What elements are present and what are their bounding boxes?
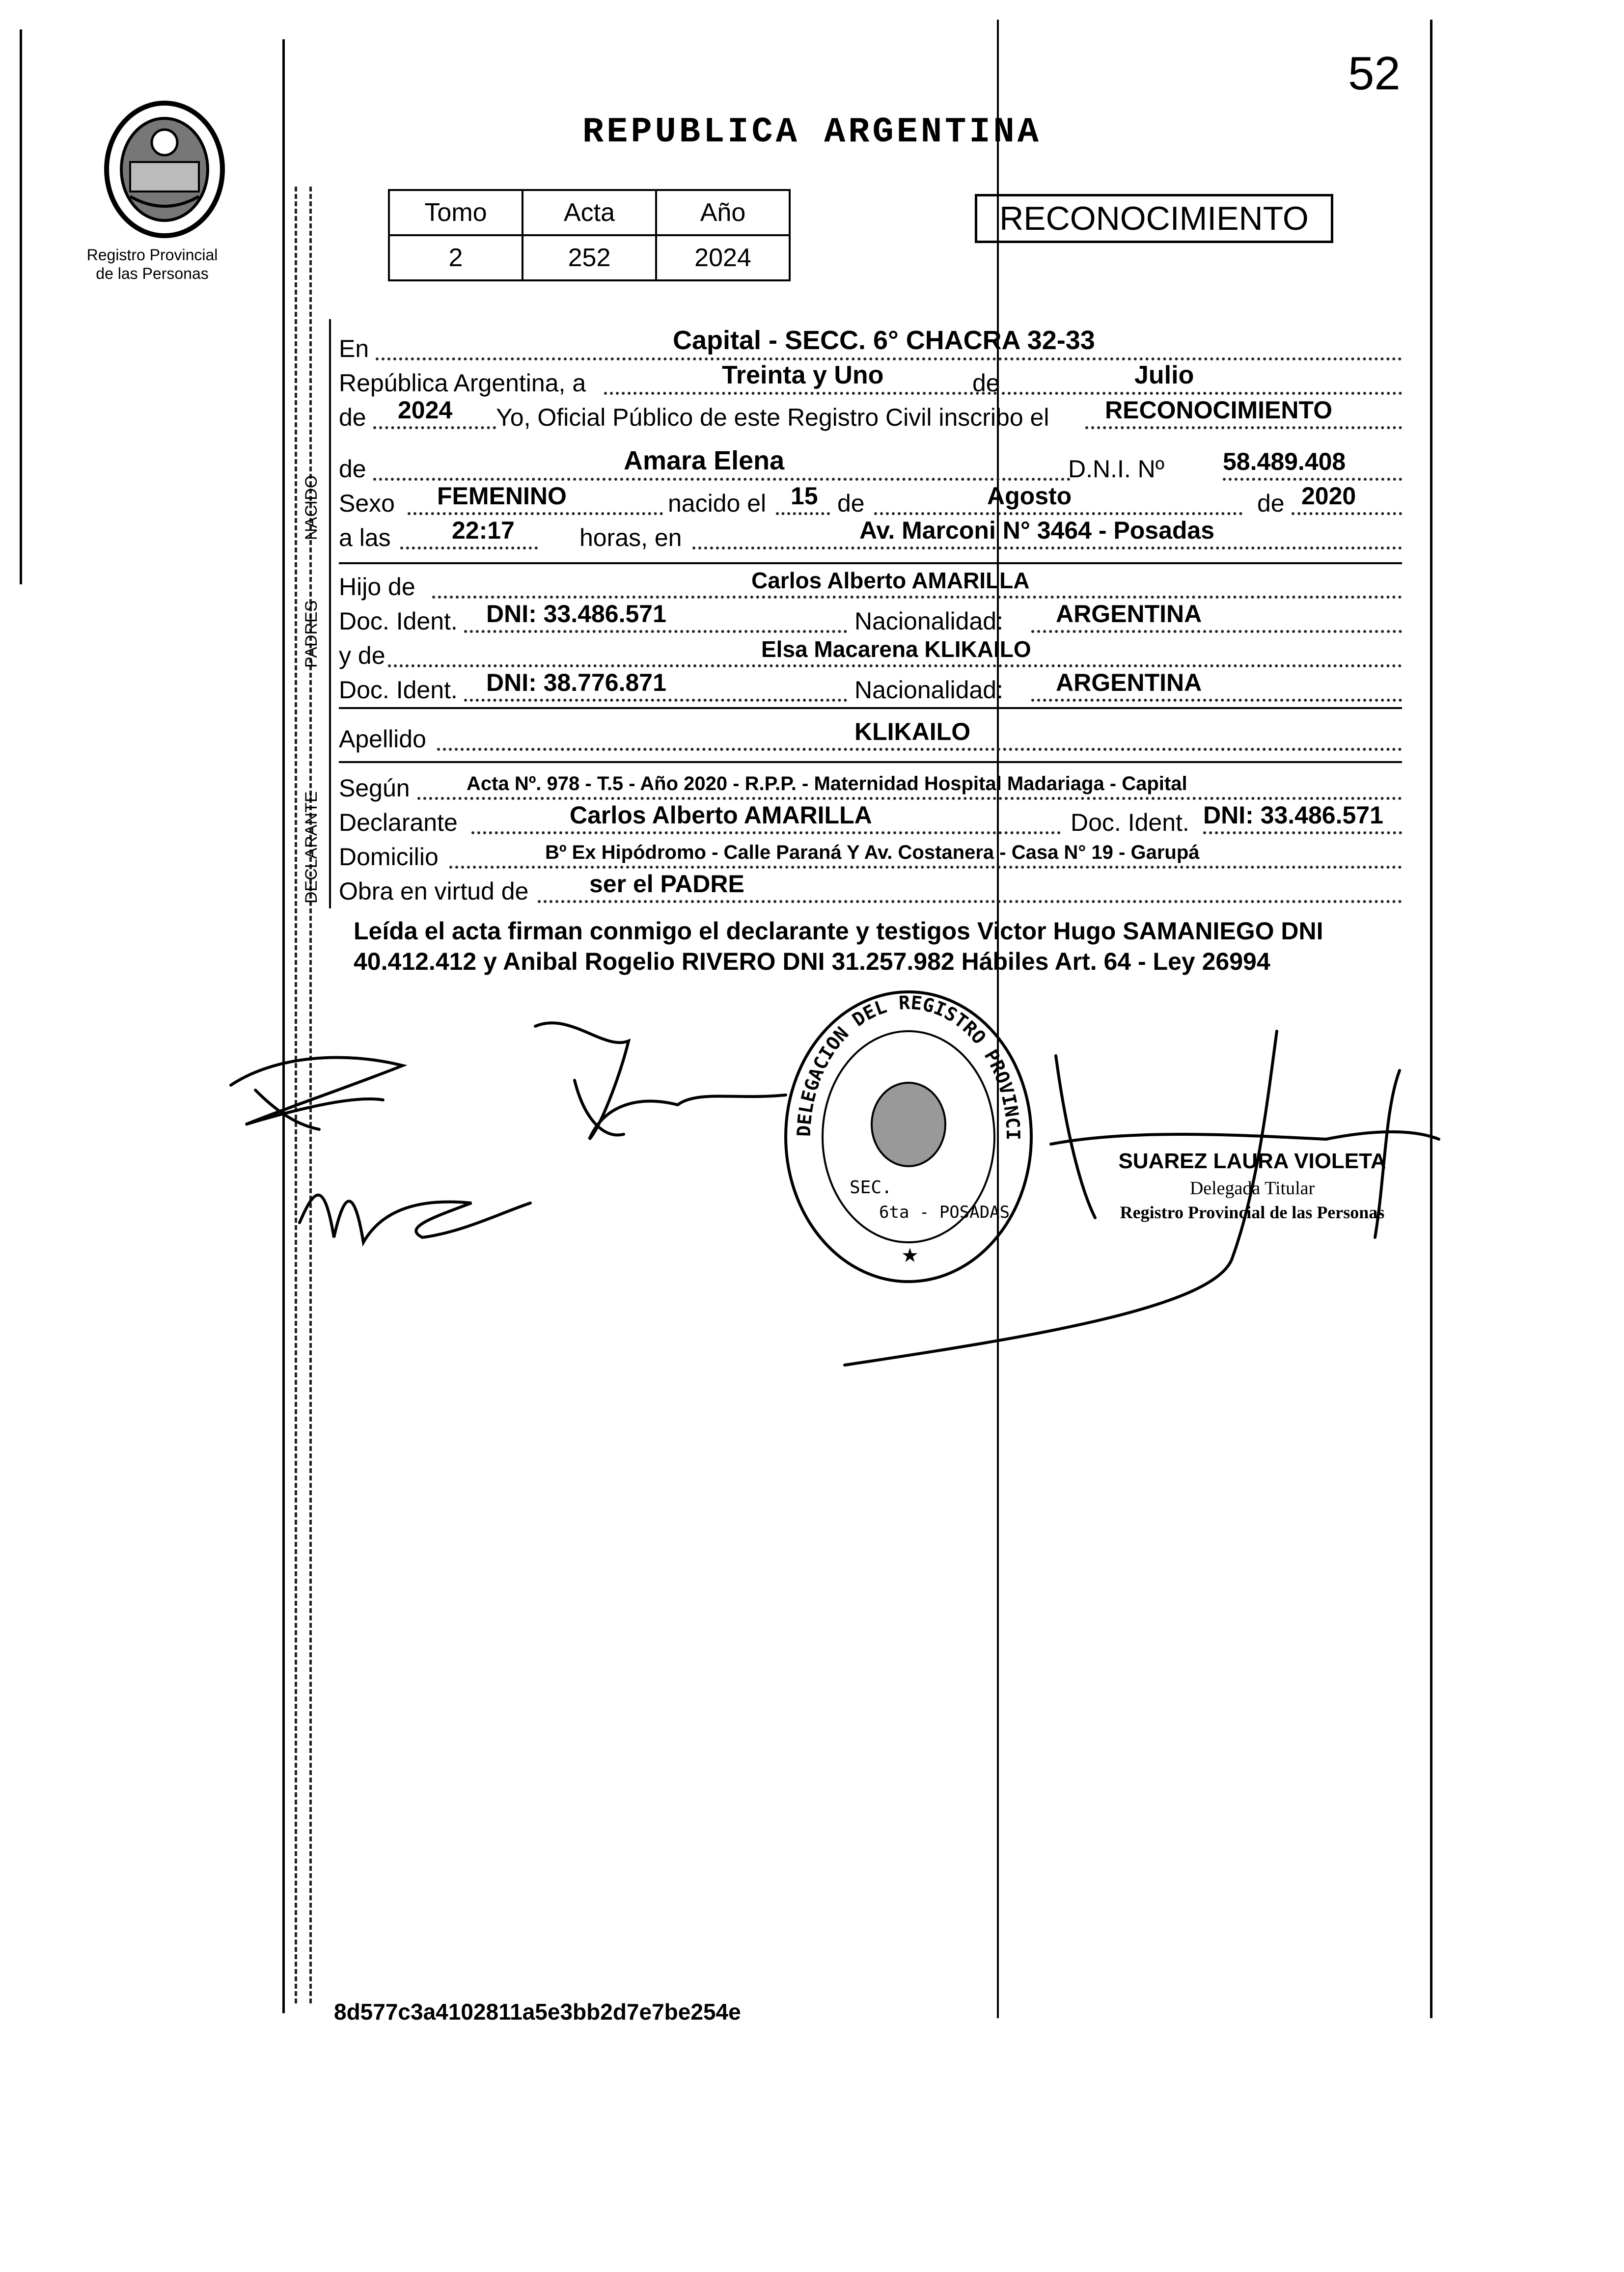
label-declarante: Declarante [339,809,458,836]
value-tomo: 2 [389,235,523,280]
label-nacionalidad: Nacionalidad: [854,607,1003,635]
value-hora: 22:17 [452,517,515,544]
page-number: 52 [1348,47,1401,100]
official-office: Registro Provincial de las Personas [1120,1203,1385,1222]
label-a-las: a las [339,524,391,551]
value-madre: Elsa Macarena KLIKAILO [761,636,1031,662]
witness-signature-1 [231,1058,403,1129]
registry-name-line2: de las Personas [96,265,209,282]
value-padre-nac: ARGENTINA [1056,600,1202,628]
registry-name-line1: Registro Provincial [86,246,218,264]
value-anio: 2024 [656,235,790,280]
header-anio: Año [656,190,790,235]
value-lugar-nac: Av. Marconi N° 3464 - Posadas [859,517,1215,544]
value-nombre: Amara Elena [624,446,785,475]
label-domicilio: Domicilio [339,843,439,871]
side-label-declarante: DECLARANTE [302,791,321,903]
value-madre-nac: ARGENTINA [1056,669,1202,696]
label-apellido: Apellido [339,725,426,753]
label-de: de [972,369,1000,397]
value-declarante: Carlos Alberto AMARILLA [570,801,872,829]
value-declarante-dni: DNI: 33.486.571 [1203,801,1383,829]
label-dni-no: D.N.I. Nº [1068,455,1165,483]
act-type-box: RECONOCIMIENTO [975,194,1333,243]
value-anio: 2024 [398,396,453,424]
label-en: En [339,335,369,362]
label-horas-en: horas, en [579,524,682,551]
value-dni: 58.489.408 [1223,448,1346,475]
value-dia: Treinta y Uno [722,361,884,389]
value-mes-nac: Agosto [987,482,1072,510]
label-nacido-el: nacido el [668,490,767,517]
value-lugar: Capital - SECC. 6° CHACRA 32-33 [673,326,1095,355]
value-segun: Acta Nº. 978 - T.5 - Año 2020 - R.P.P. - Maternidad Hospital Madariaga - Capital [467,773,1187,794]
label-doc-ident2: Doc. Ident. [339,676,458,704]
label-obra: Obra en virtud de [339,877,529,905]
side-label-padres: PADRES [302,600,321,668]
value-padre-dni: DNI: 33.486.571 [486,600,666,628]
stamp-ring-text: DELEGACION DEL REGISTRO PROVINCI [793,991,1024,1141]
label-doc-ident3: Doc. Ident. [1071,809,1189,836]
label-de-month: de [837,490,865,517]
value-obra: ser el PADRE [589,870,744,898]
value-dia-nac: 15 [791,482,818,510]
stamp-star-icon: ★ [901,1245,919,1266]
label-oficial: Yo, Oficial Público de este Registro Civil inscribo el [496,404,1049,431]
witness-signature-2 [300,1195,530,1242]
declarant-signature [535,1023,786,1139]
official-signature-block [1056,1149,1449,1223]
official-name: SUAREZ LAURA VIOLETA [1118,1149,1386,1173]
side-label-nacido: NACIDO [302,475,321,540]
label-de-year: de [339,404,366,431]
value-padre: Carlos Alberto AMARILLA [751,568,1030,593]
stamp-inner-bottom: 6ta - POSADAS [879,1203,1010,1222]
header-tomo: Tomo [389,190,523,235]
value-tipo: RECONOCIMIENTO [1105,396,1332,424]
label-de-birthyear: de [1257,490,1285,517]
value-madre-dni: DNI: 38.776.871 [486,669,666,696]
value-sexo: FEMENINO [437,482,567,510]
label-republica-a: República Argentina, a [339,369,586,397]
label-sexo: Sexo [339,490,395,517]
document-title: REPUBLICA ARGENTINA [582,112,1042,152]
document-hash: 8d577c3a4102811a5e3bb2d7e7be254e [334,1999,741,2025]
header-acta: Acta [523,190,656,235]
closing-text: Leída el acta firman conmigo el declarante y testigos Victor Hugo SAMANIEGO DNI 40.412.412 y Anibal Rogelio RIVERO DNI 31.257.982 Hábiles Art. 64 - Ley 26994 [354,917,1323,975]
value-acta: 252 [523,235,656,280]
label-segun: Según [339,774,410,802]
official-role: Delegada Titular [1189,1178,1315,1199]
stamp-inner-top: SEC. [850,1177,892,1198]
label-doc-ident: Doc. Ident. [339,607,458,635]
label-hijo-de: Hijo de [339,573,415,601]
value-anio-nac: 2020 [1301,482,1356,510]
label-de-name: de [339,455,366,483]
value-domicilio: Bº Ex Hipódromo - Calle Paraná Y Av. Costanera - Casa N° 19 - Garupá [545,842,1200,863]
label-nacionalidad2: Nacionalidad: [854,676,1003,704]
label-y-de: y de [339,642,385,669]
value-apellido: KLIKAILO [854,718,971,745]
value-mes: Julio [1134,361,1194,389]
